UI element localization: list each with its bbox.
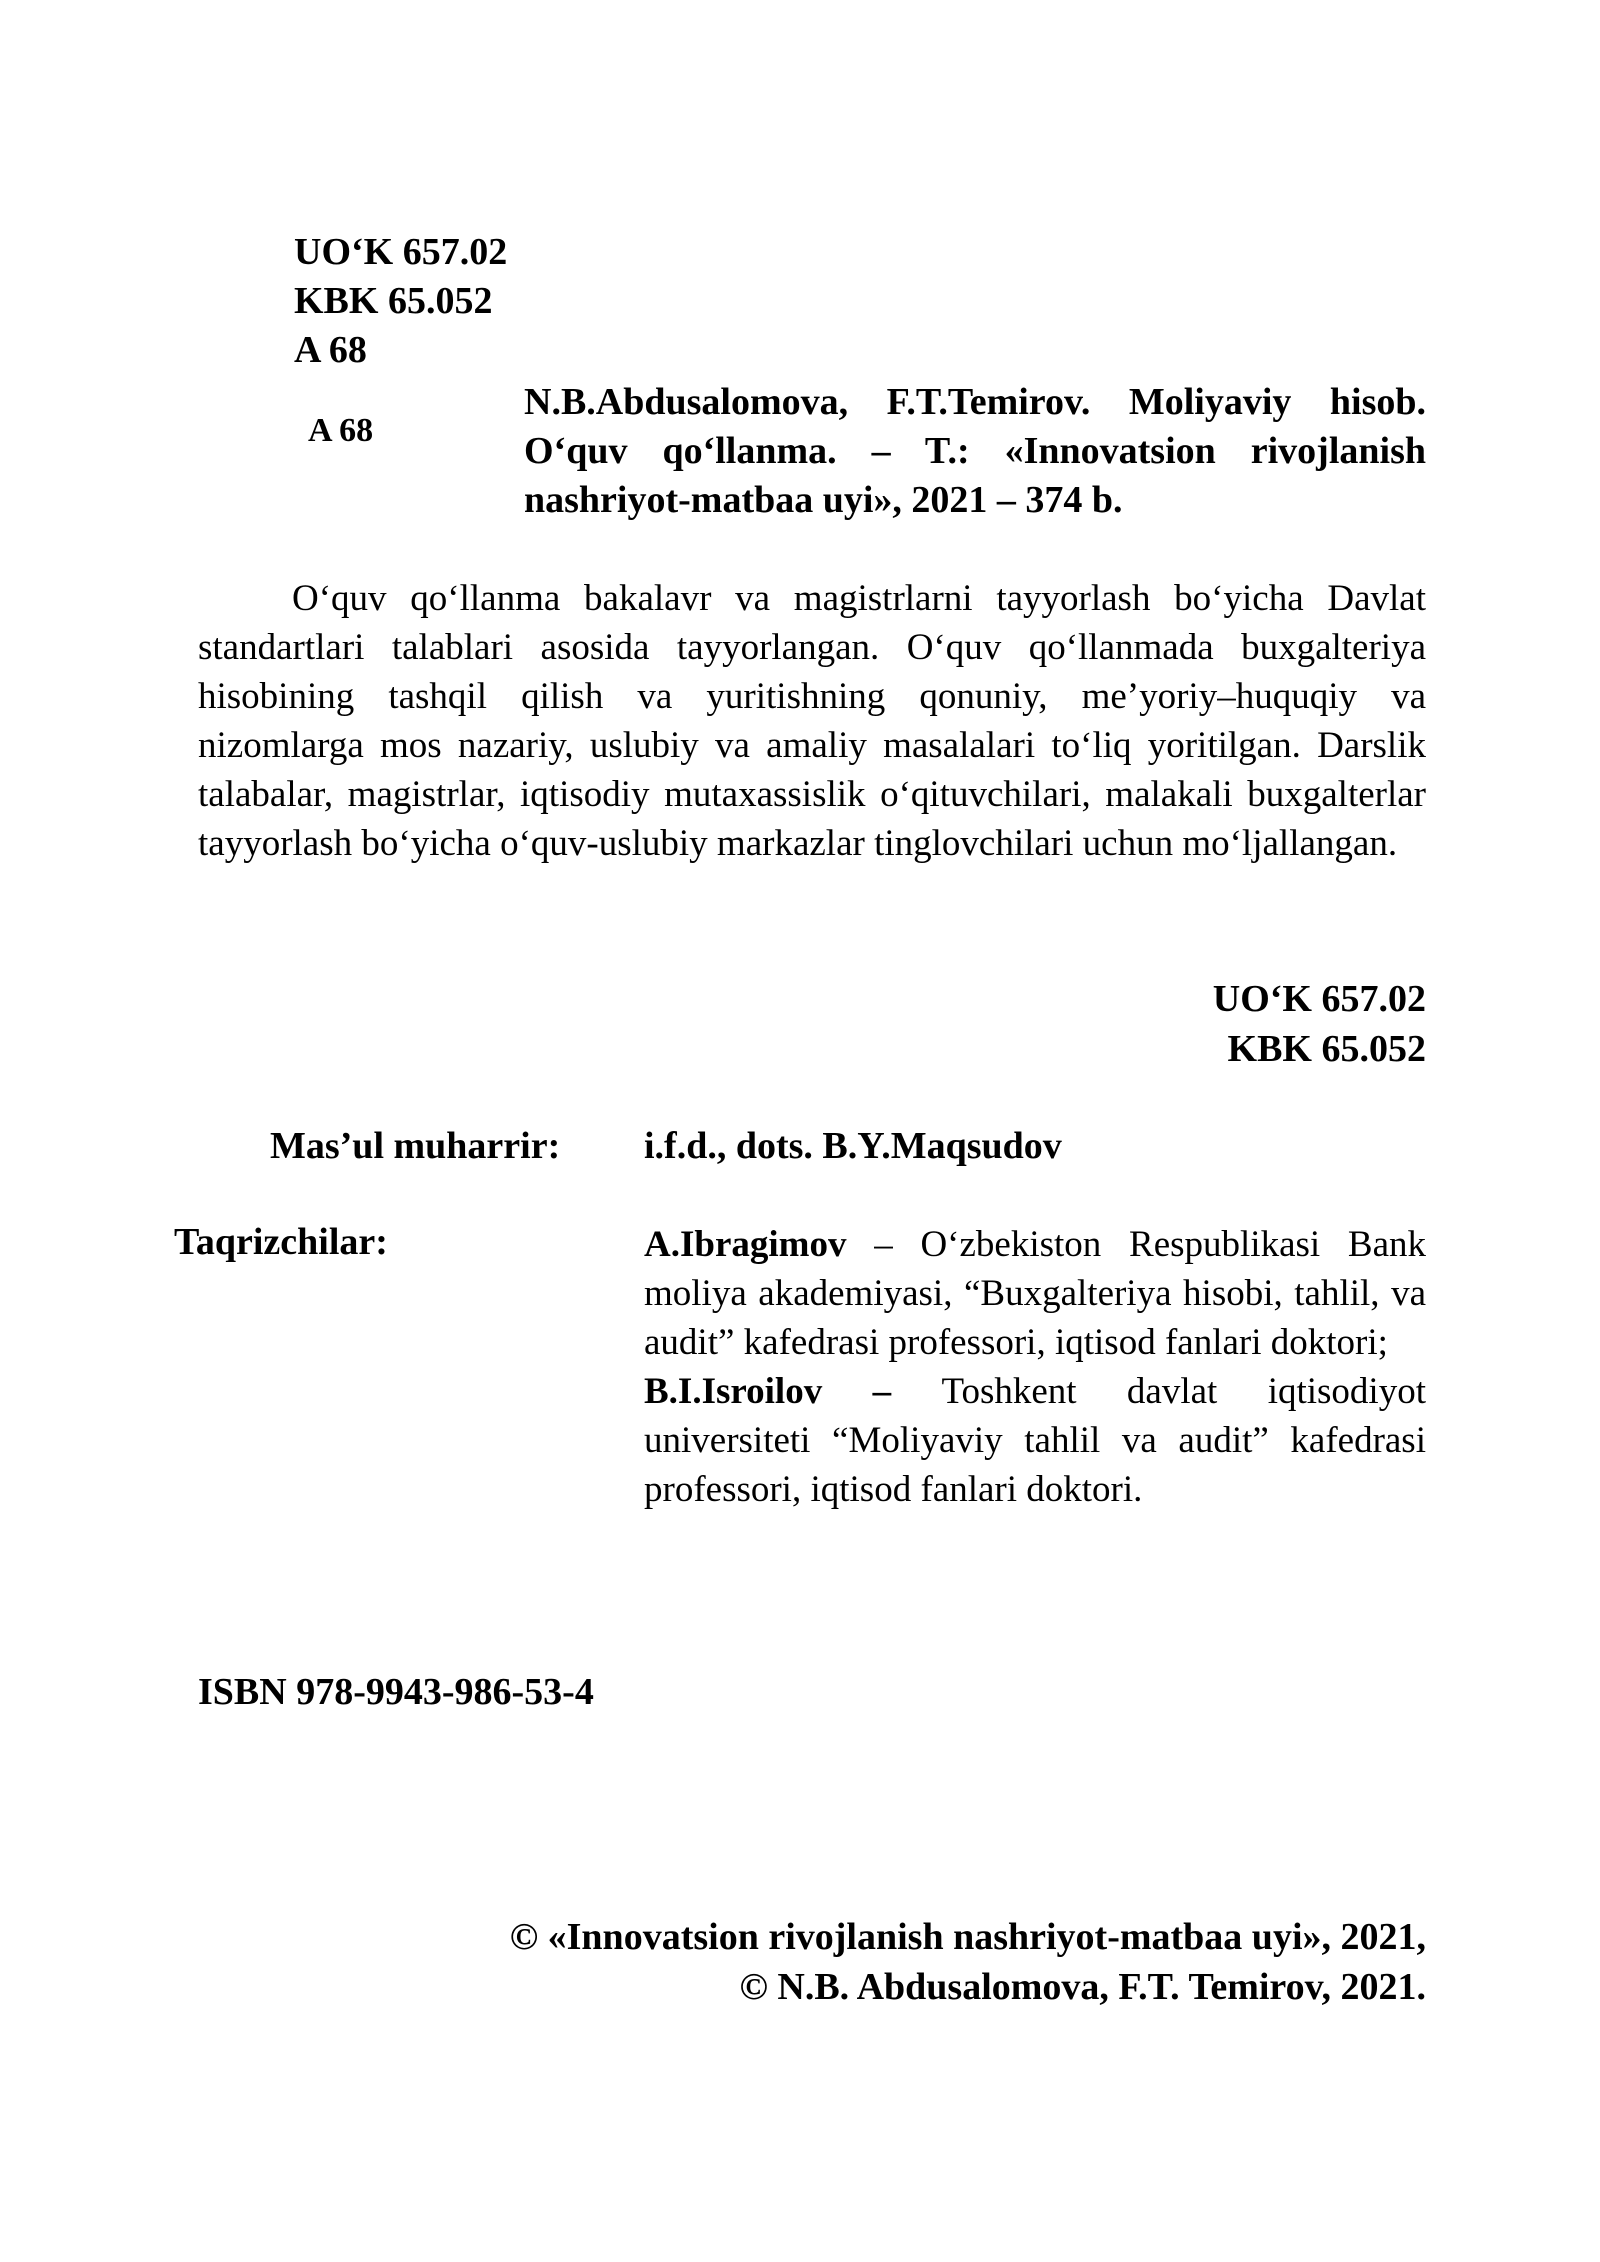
uok-code: UO‘K 657.02 — [294, 231, 508, 273]
copyright-block — [510, 1912, 1426, 2012]
reviewers-label: Taqrizchilar: — [174, 1221, 388, 1263]
reviewer-name: B.I.Isroilov — [644, 1371, 823, 1412]
bibliographic-entry: N.B.Abdusalomova, F.T.Temirov. Moliyaviy hisob. O‘quv qo‘llanma. – T.: «Innovatsion rivojlanish nashriyot-matbaa uyi», 2021 – 374 b. — [524, 381, 1426, 521]
kbk-code: KBK 65.052 — [294, 280, 493, 322]
editor-label: Mas’ul muharrir: — [270, 1125, 561, 1167]
reviewers-list — [644, 1220, 1426, 1514]
reviewer-entry — [644, 1367, 1426, 1514]
reviewer-dash: – — [822, 1371, 942, 1412]
reviewer-entry — [644, 1220, 1426, 1367]
author-mark-side: A 68 — [308, 412, 374, 449]
classification-codes-top — [294, 228, 507, 375]
reviewer-description: Toshkent davlat iqtisodiyot universiteti “Moliyaviy tahlil va audit” kafedrasi professori, iqtisod fanlari doktori. — [644, 1371, 1426, 1510]
editor-name: i.f.d., dots. B.Y.Maqsudov — [644, 1125, 1062, 1167]
reviewer-dash: – — [846, 1224, 921, 1265]
reviewer-name: A.Ibragimov — [644, 1224, 847, 1265]
copyright-publisher: © «Innovatsion rivojlanish nashriyot-matbaa uyi», 2021, — [509, 1916, 1426, 1958]
copyright-authors: © N.B. Abdusalomova, F.T. Temirov, 2021. — [739, 1966, 1426, 2008]
abstract-paragraph: O‘quv qo‘llanma bakalavr va magistrlarni tayyorlash bo‘yicha Davlat standartlari talablari asosida tayyorlangan. O‘quv qo‘llanmada buxgalteriya hisobining tashqil qilish va yuritishning qonuniy, me’yoriy–huquqiy va nizomlarga mos nazariy, uslubiy va amaliy masalalari to‘liq yoritilgan. Darslik talabalar, magistrlar, iqtisodiy mutaxassislik o‘qituvchilari, malakali buxgalterlar tayyorlash bo‘yicha o‘quv-uslubiy markazlar tinglovchilari uchun mo‘ljallangan. — [198, 578, 1426, 864]
isbn: ISBN 978-9943-986-53-4 — [198, 1671, 594, 1713]
reviewer-description: O‘zbekiston Respublikasi Bank moliya akademiyasi, “Buxgalteriya hisobi, tahlil, va audit” kafedrasi professori, iqtisod fanlari doktori; — [644, 1224, 1426, 1363]
kbk-code-bottom: KBK 65.052 — [1227, 1028, 1426, 1070]
uok-code-bottom: UO‘K 657.02 — [1212, 978, 1426, 1020]
classification-codes-bottom — [1213, 974, 1426, 1074]
author-mark: A 68 — [294, 329, 367, 371]
